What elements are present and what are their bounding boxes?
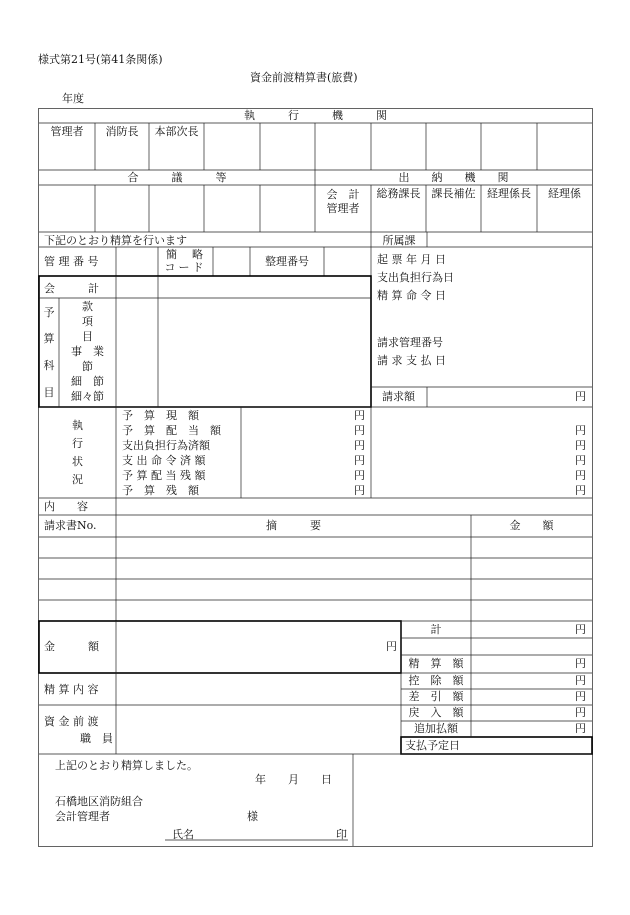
exec-row-allocation-remaining: 予 算 配 当 残 額 [122, 469, 206, 482]
exec-yen-3: 円 [354, 439, 365, 452]
council-heading: 合 議 等 [127, 171, 227, 184]
treasury-cell-accounting-manager: 会 計 管理者 [326, 188, 360, 215]
summary-header: 摘 要 [266, 519, 321, 532]
approver-cell-manager: 管理者 [50, 125, 84, 138]
exec-row-budget-current: 予 算 現 額 [122, 409, 199, 422]
treasury-cell-accounting-staff: 経理係 [548, 187, 581, 200]
document-title: 資金前渡精算書(旅費) [250, 71, 358, 84]
notice-text: 下記のとおり精算を行います [44, 234, 187, 247]
total-unit-deduction: 円 [575, 674, 586, 687]
total-unit-refund: 円 [575, 706, 586, 719]
treasury-cell-general-affairs-chief: 総務課長 [376, 187, 421, 200]
exec-row-budget-allocated: 予 算 配 当 額 [122, 424, 221, 437]
claim-amount-label: 請求額 [382, 390, 415, 403]
total-label-additional: 追加払額 [414, 722, 458, 735]
name-label: 氏名 [172, 828, 194, 841]
settlement-order-date-label: 精 算 命 令 日 [377, 289, 446, 302]
certification-honorific: 様 [247, 810, 258, 823]
abbr-code-label-line2: コード [164, 261, 207, 274]
exec-right-yen-1: 円 [575, 424, 586, 437]
budget-item-jigyo: 事 業 [71, 345, 104, 358]
exec-yen-6: 円 [354, 484, 365, 497]
budget-side-1: 予 [43, 306, 55, 319]
management-number-label: 管 理 番 号 [44, 255, 99, 268]
settlement-content-label: 精 算 内 容 [44, 683, 99, 696]
accounting-label: 会 計 [44, 282, 99, 295]
amount-label: 金 額 [44, 640, 99, 653]
exec-org-heading: 執 行 機 関 [244, 109, 387, 122]
budget-side-2: 算 [43, 332, 55, 345]
certification-organization: 石橋地区消防組合 [55, 795, 143, 808]
total-unit-settlement: 円 [575, 657, 586, 670]
reference-number-label: 整理番号 [265, 255, 309, 268]
total-unit-sum: 円 [575, 623, 586, 636]
certification-date: 年 月 日 [255, 773, 332, 786]
approver-cell-fire-chief: 消防長 [105, 125, 139, 138]
budget-side-3: 科 [43, 359, 55, 372]
form-number: 様式第21号(第41条関係) [38, 53, 163, 66]
certification-statement: 上記のとおり精算しました。 [55, 759, 198, 772]
execution-side-1: 執 [72, 419, 83, 432]
commitment-date-label: 支出負担行為日 [377, 271, 454, 284]
advance-staff-label-line1: 資 金 前 渡 [44, 715, 99, 728]
budget-side-4: 目 [43, 386, 55, 399]
exec-yen-2: 円 [354, 424, 365, 437]
execution-side-2: 行 [72, 437, 83, 450]
total-label-refund: 戻 入 額 [408, 706, 464, 719]
approver-cell-deputy-chief: 本部次長 [154, 125, 199, 138]
exec-row-commitment-done: 支出負担行為済額 [122, 439, 210, 452]
exec-right-yen-2: 円 [575, 439, 586, 452]
exec-yen-4: 円 [354, 454, 365, 467]
execution-side-4: 況 [72, 473, 83, 486]
invoice-number-header: 請求書No. [44, 519, 97, 532]
budget-item-kan: 款 [82, 300, 93, 313]
total-unit-net: 円 [575, 690, 586, 703]
treasury-heading: 出 納 機 関 [398, 171, 509, 184]
abbr-code-label-line1: 簡 略 [166, 248, 205, 261]
content-label: 内 容 [44, 500, 88, 513]
draft-date-label: 起 票 年 月 日 [377, 253, 446, 266]
exec-row-budget-remaining: 予 算 残 額 [122, 484, 199, 497]
budget-item-saisetsu: 細 節 [71, 375, 104, 388]
exec-right-yen-3: 円 [575, 454, 586, 467]
fiscal-year-label: 年度 [62, 92, 84, 105]
payment-schedule-date-label: 支払予定日 [405, 739, 460, 752]
treasury-cell-accounting-head: 経理係長 [487, 187, 531, 200]
exec-right-yen-4: 円 [575, 469, 586, 482]
treasury-cell-assistant-chief: 課長補佐 [431, 187, 476, 200]
exec-yen-5: 円 [354, 469, 365, 482]
total-label-sum: 計 [430, 623, 442, 636]
total-unit-additional: 円 [575, 722, 586, 735]
claim-payment-date-label: 請 求 支 払 日 [377, 354, 446, 367]
claim-management-number-label: 請求管理番号 [377, 336, 443, 349]
total-label-settlement: 精 算 額 [408, 657, 464, 670]
claim-amount-yen: 円 [575, 390, 586, 403]
seal-label: 印 [336, 828, 347, 841]
certification-title: 会計管理者 [55, 810, 110, 823]
budget-item-kou: 項 [82, 315, 93, 328]
amount-header: 金 額 [509, 519, 554, 532]
budget-item-moku: 目 [82, 330, 93, 343]
budget-item-setsu: 節 [82, 360, 93, 373]
advance-staff-label-line2: 職 員 [80, 732, 113, 745]
exec-yen-1: 円 [354, 409, 365, 422]
exec-right-yen-5: 円 [575, 484, 586, 497]
department-label: 所属課 [382, 234, 416, 247]
amount-yen: 円 [386, 640, 397, 653]
exec-row-order-done: 支 出 命 令 済 額 [122, 454, 206, 467]
execution-side-3: 状 [72, 455, 83, 468]
budget-item-saisaisetsu: 細々節 [71, 390, 104, 403]
total-label-net: 差 引 額 [408, 690, 464, 703]
total-label-deduction: 控 除 額 [408, 674, 464, 687]
